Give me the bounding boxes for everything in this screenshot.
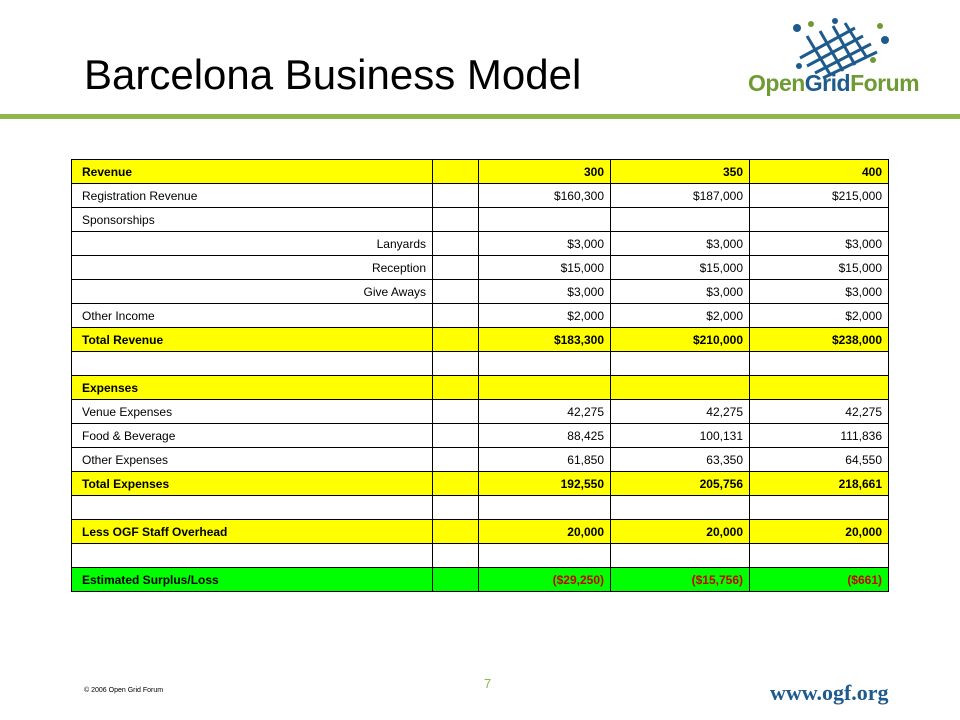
- table-row: [72, 376, 889, 400]
- value-cell: $2,000: [750, 304, 889, 328]
- row-label: Expenses: [72, 376, 433, 400]
- value-cell: [479, 208, 611, 232]
- value-cell: 88,425: [479, 424, 611, 448]
- header-divider: [0, 114, 960, 119]
- value-cell: 42,275: [750, 400, 889, 424]
- page-number: 7: [484, 676, 492, 691]
- value-cell: 400: [750, 160, 889, 184]
- value-cell: 350: [611, 160, 750, 184]
- spacer-cell: [433, 544, 479, 568]
- table-row: [72, 496, 889, 520]
- value-cell: [750, 376, 889, 400]
- value-cell: [750, 208, 889, 232]
- slide-title: Barcelona Business Model: [84, 51, 582, 98]
- value-cell: $3,000: [611, 232, 750, 256]
- row-label: Total Expenses: [72, 472, 433, 496]
- table-row: [72, 160, 889, 184]
- value-cell: $160,300: [479, 184, 611, 208]
- row-label: Registration Revenue: [72, 184, 433, 208]
- value-cell: 20,000: [611, 520, 750, 544]
- spacer-cell: [433, 376, 479, 400]
- spacer-cell: [433, 568, 479, 592]
- value-cell: [479, 496, 611, 520]
- row-label: Lanyards: [72, 232, 433, 256]
- value-cell: [611, 352, 750, 376]
- spacer-cell: [433, 232, 479, 256]
- value-cell: [611, 544, 750, 568]
- value-cell: 20,000: [750, 520, 889, 544]
- value-cell: 205,756: [611, 472, 750, 496]
- table-row: [72, 424, 889, 448]
- ogf-logo-text: [748, 70, 919, 97]
- row-label: Give Aways: [72, 280, 433, 304]
- copyright-notice: © 2006 Open Grid Forum: [84, 687, 164, 694]
- row-label: Other Expenses: [72, 448, 433, 472]
- table-row: [72, 232, 889, 256]
- row-label: [72, 544, 433, 568]
- table-row: [72, 520, 889, 544]
- value-cell: $183,300: [479, 328, 611, 352]
- table-row: [72, 328, 889, 352]
- value-cell: $2,000: [611, 304, 750, 328]
- row-label: Other Income: [72, 304, 433, 328]
- spacer-cell: [433, 352, 479, 376]
- spacer-cell: [433, 448, 479, 472]
- spacer-cell: [433, 472, 479, 496]
- value-cell: $215,000: [750, 184, 889, 208]
- ogf-url: www.ogf.org: [770, 680, 889, 705]
- business-model-table: [71, 159, 889, 592]
- row-label: Revenue: [72, 160, 433, 184]
- spacer-cell: [433, 256, 479, 280]
- spacer-cell: [433, 304, 479, 328]
- table-row: [72, 208, 889, 232]
- value-cell: [479, 544, 611, 568]
- value-cell: 218,661: [750, 472, 889, 496]
- row-label: Sponsorships: [72, 208, 433, 232]
- table-row: [72, 280, 889, 304]
- spacer-cell: [433, 400, 479, 424]
- row-label: Food & Beverage: [72, 424, 433, 448]
- row-label: [72, 496, 433, 520]
- row-label: [72, 352, 433, 376]
- value-cell: 42,275: [611, 400, 750, 424]
- value-cell: 61,850: [479, 448, 611, 472]
- row-label: Reception: [72, 256, 433, 280]
- row-label: Total Revenue: [72, 328, 433, 352]
- table-row: [72, 448, 889, 472]
- row-label: Less OGF Staff Overhead: [72, 520, 433, 544]
- table-row: [72, 544, 889, 568]
- value-cell: [479, 376, 611, 400]
- table-row: [72, 568, 889, 592]
- value-cell: $3,000: [479, 280, 611, 304]
- table-row: [72, 400, 889, 424]
- logo-text-open: Open: [748, 70, 805, 96]
- table-row: [72, 256, 889, 280]
- table-row: [72, 472, 889, 496]
- value-cell: $238,000: [750, 328, 889, 352]
- value-cell: $3,000: [750, 280, 889, 304]
- value-cell: $15,000: [479, 256, 611, 280]
- value-cell: [479, 352, 611, 376]
- spacer-cell: [433, 160, 479, 184]
- table-row: [72, 352, 889, 376]
- spacer-cell: [433, 184, 479, 208]
- value-cell: [750, 496, 889, 520]
- value-cell: 63,350: [611, 448, 750, 472]
- value-cell: ($29,250): [479, 568, 611, 592]
- value-cell: $3,000: [611, 280, 750, 304]
- value-cell: 300: [479, 160, 611, 184]
- spacer-cell: [433, 280, 479, 304]
- value-cell: 111,836: [750, 424, 889, 448]
- spacer-cell: [433, 328, 479, 352]
- table-row: [72, 304, 889, 328]
- value-cell: $210,000: [611, 328, 750, 352]
- value-cell: [611, 496, 750, 520]
- value-cell: [750, 544, 889, 568]
- spacer-cell: [433, 424, 479, 448]
- row-label: Venue Expenses: [72, 400, 433, 424]
- spacer-cell: [433, 496, 479, 520]
- value-cell: $187,000: [611, 184, 750, 208]
- logo-text-forum: Forum: [850, 70, 920, 96]
- value-cell: $3,000: [750, 232, 889, 256]
- value-cell: ($15,756): [611, 568, 750, 592]
- value-cell: $3,000: [479, 232, 611, 256]
- logo-text-grid: Grid: [804, 70, 851, 96]
- table-row: [72, 184, 889, 208]
- row-label: Estimated Surplus/Loss: [72, 568, 433, 592]
- value-cell: $15,000: [750, 256, 889, 280]
- value-cell: $15,000: [611, 256, 750, 280]
- value-cell: [611, 208, 750, 232]
- value-cell: 100,131: [611, 424, 750, 448]
- value-cell: [611, 376, 750, 400]
- value-cell: ($661): [750, 568, 889, 592]
- value-cell: 42,275: [479, 400, 611, 424]
- value-cell: [750, 352, 889, 376]
- value-cell: 192,550: [479, 472, 611, 496]
- value-cell: 20,000: [479, 520, 611, 544]
- spacer-cell: [433, 208, 479, 232]
- value-cell: $2,000: [479, 304, 611, 328]
- value-cell: 64,550: [750, 448, 889, 472]
- spacer-cell: [433, 520, 479, 544]
